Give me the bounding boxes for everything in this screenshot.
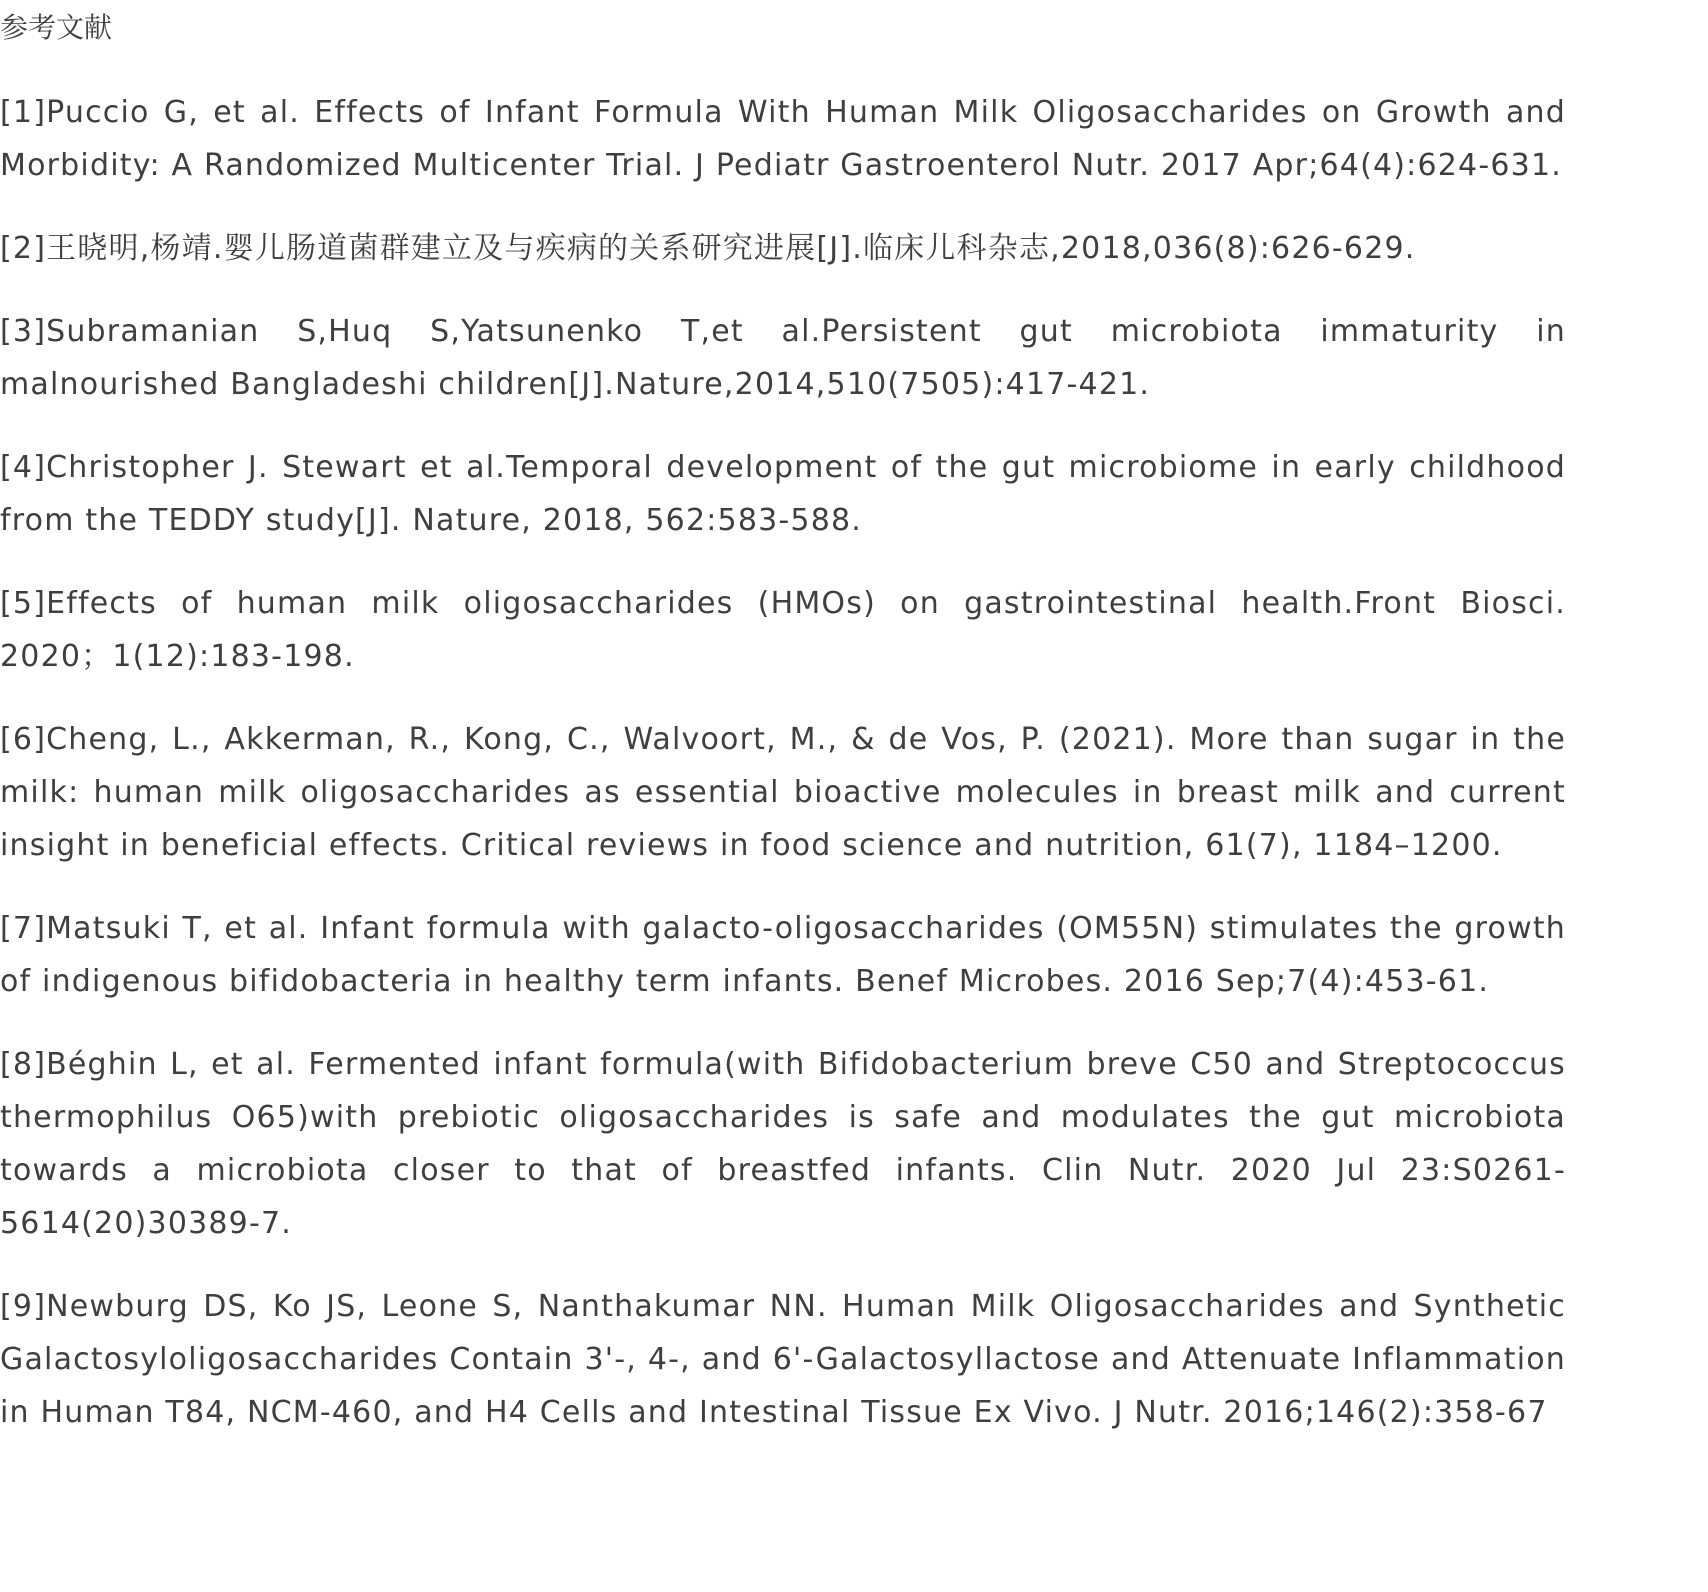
references-heading: 参考文献 xyxy=(0,11,113,44)
reference-item-1: [1]Puccio G, et al. Effects of Infant Formula With Human Milk Oligosaccharides on Growth and Morbidity: A Randomized Multicenter Trial. J Pediatr Gastroenterol Nutr. 2017 Apr;64(4):624-631. xyxy=(0,95,1566,183)
reference-item-9: [9]Newburg DS, Ko JS, Leone S, Nanthakumar NN. Human Milk Oligosaccharides and Synthetic Galactosyloligosaccharides Contain 3'-, 4-, and 6'-Galactosyllactose and Attenuate Inflammation in Human T84, NCM-460, and H4 Cells and Intestinal Tissue Ex Vivo. J Nutr. 2016;146(2):358-67 xyxy=(0,1289,1566,1430)
reference-item-5: [5]Effects of human milk oligosaccharides (HMOs) on gastrointestinal health.Front Biosci. 2020；1(12):183-198. xyxy=(0,586,1566,674)
reference-item-7: [7]Matsuki T, et al. Infant formula with galacto-oligosaccharides (OM55N) stimulates the growth of indigenous bifidobacteria in healthy term infants. Benef Microbes. 2016 Sep;7(4):453-61. xyxy=(0,911,1566,999)
reference-item-3: [3]Subramanian S,Huq S,Yatsunenko T,et al.Persistent gut microbiota immaturity in malnourished Bangladeshi children[J].Nature,2014,510(7505):417-421. xyxy=(0,314,1566,402)
reference-item-8: [8]Béghin L, et al. Fermented infant formula(with Bifidobacterium breve C50 and Streptococcus thermophilus O65)with prebiotic oligosaccharides is safe and modulates the gut microbiota towards a microbiota closer to that of breastfed infants. Clin Nutr. 2020 Jul 23:S0261-5614(20)30389-7. xyxy=(0,1047,1566,1241)
reference-item-2: [2]王晓明,杨靖.婴儿肠道菌群建立及与疾病的关系研究进展[J].临床儿科杂志,2018,036(8):626-629. xyxy=(0,231,1416,266)
reference-item-6: [6]Cheng, L., Akkerman, R., Kong, C., Walvoort, M., & de Vos, P. (2021). More than sugar in the milk: human milk oligosaccharides as essential bioactive molecules in breast milk and current insight in beneficial effects. Critical reviews in food science and nutrition, 61(7), 1184–1200. xyxy=(0,722,1566,863)
reference-list xyxy=(0,86,1566,1439)
reference-item-4: [4]Christopher J. Stewart et al.Temporal development of the gut microbiome in early childhood from the TEDDY study[J]. Nature, 2018, 562:583-588. xyxy=(0,450,1566,538)
